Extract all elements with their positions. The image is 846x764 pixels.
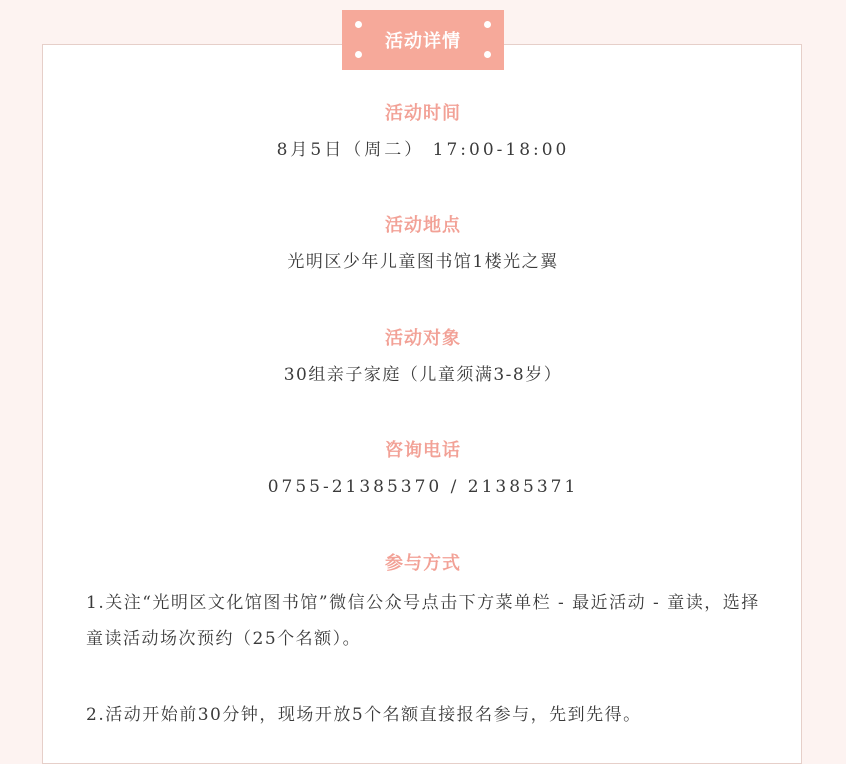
details-header-tag [342, 10, 504, 70]
corner-dot-icon [484, 51, 491, 58]
section-location [0, 214, 846, 274]
participation-step-1: 1.关注“光明区文化馆图书馆”微信公众号点击下方菜单栏 - 最近活动 - 童读，选择童读活动场次预约（25个名额）。 [86, 593, 760, 649]
section-title: 活动时间 [385, 103, 461, 124]
section-phone [0, 439, 846, 499]
section-time [0, 102, 846, 162]
section-body: 0755-21385370 / 21385371 [267, 477, 579, 497]
section-participation [0, 552, 846, 576]
details-header-label: 活动详情 [385, 31, 461, 52]
section-title: 活动对象 [385, 328, 461, 349]
section-body: 光明区少年儿童图书馆1楼光之翼 [287, 252, 559, 272]
corner-dot-icon [355, 21, 362, 28]
section-title: 参与方式 [385, 553, 461, 574]
corner-dot-icon [355, 51, 362, 58]
corner-dot-icon [484, 21, 491, 28]
section-title: 活动地点 [385, 215, 461, 236]
section-body: 30组亲子家庭（儿童须满3-8岁） [283, 365, 563, 385]
participation-step-2: 2.活动开始前30分钟，现场开放5个名额直接报名参与，先到先得。 [86, 705, 642, 725]
section-title: 咨询电话 [385, 440, 461, 461]
section-body: 8月5日（周二） 17:00-18:00 [276, 140, 570, 160]
section-audience [0, 327, 846, 387]
